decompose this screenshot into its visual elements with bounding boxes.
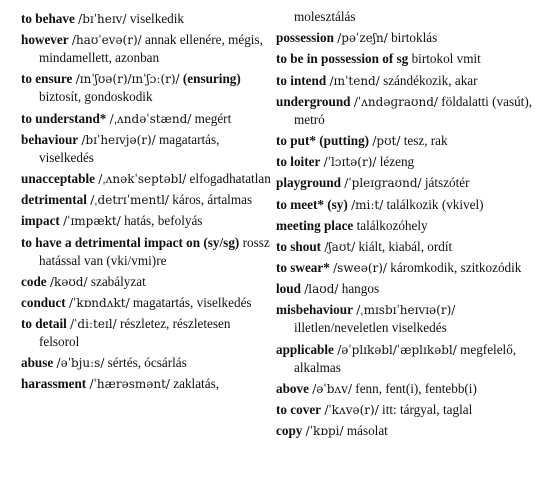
headword: to have a detrimental impact on (sy/sg) [21, 234, 240, 250]
pronunciation: /ˌʌnəkˈseptəbl/ [98, 171, 187, 186]
vocab-entry [276, 153, 548, 171]
pronunciation: /ˌʌndəˈstænd/ [109, 111, 192, 126]
definition: szándékozik, akar [383, 72, 478, 88]
definition: magatartás, viselkedés [39, 131, 220, 165]
definition: hatás, befolyás [124, 213, 203, 229]
headword: to swear* [276, 260, 330, 276]
definition: találkozik (vkivel) [386, 196, 484, 212]
headword: copy [276, 423, 303, 439]
vocab-entry [276, 29, 548, 47]
vocab-entry [21, 31, 271, 67]
headword: to intend [276, 72, 327, 88]
headword: to cover [276, 402, 322, 417]
vocab-entry [276, 196, 548, 214]
pronunciation: /kəʊd/ [49, 274, 88, 289]
pronunciation: /sweə(r)/ [333, 261, 387, 276]
pronunciation: /ˈɪmpækt/ [63, 214, 121, 229]
definition: birtokol vmit [411, 51, 481, 67]
vocab-entry [276, 341, 548, 377]
vocab-entry [276, 72, 548, 90]
pronunciation: /ˈkɒndʌkt/ [69, 295, 130, 310]
pronunciation: /ˈkʌvə(r)/ [324, 403, 379, 417]
definition: kiált, kiabál, ordít [358, 238, 453, 254]
definition: itt: tárgyal, taglal [382, 402, 473, 417]
pronunciation: /ˈʌndəɡraʊnd/ [353, 94, 438, 109]
vocab-entry [21, 10, 271, 28]
vocab-entry [276, 301, 548, 337]
definition: lézeng [379, 154, 415, 170]
pronunciation: /ɪnˈʃʊə(r)/ɪnˈʃɔː(r)/ [75, 72, 180, 87]
pronunciation: /ʃaʊt/ [324, 239, 356, 254]
pronunciation: /ˈlɔɪtə(r)/ [323, 155, 377, 170]
headword: abuse [21, 355, 54, 371]
vocab-entry [21, 375, 271, 393]
definition: birtoklás [391, 30, 438, 46]
right-column [276, 0, 548, 443]
pronunciation: /pəˈzeʃn/ [337, 31, 388, 46]
pronunciation: /əˈbjuːs/ [56, 356, 105, 371]
definition: viselkedik [129, 11, 185, 26]
headword: to meet* (sy) [276, 196, 348, 212]
vocab-entry [276, 238, 548, 256]
vocab-entry [276, 132, 548, 150]
pronunciation: /pʊt/ [372, 133, 401, 148]
headword: code [21, 273, 47, 289]
pronunciation: /laʊd/ [304, 282, 339, 297]
form-note: (ensuring) [182, 71, 241, 87]
definition: magatartás, viselkedés [132, 294, 252, 310]
vocab-entry [21, 273, 271, 291]
pronunciation: /ˈhærəsmənt/ [89, 377, 170, 392]
vocab-entry [276, 93, 548, 129]
headword: to detail [21, 316, 67, 332]
headword: playground [276, 175, 341, 191]
headword: to loiter [276, 154, 321, 170]
pronunciation: /bɪˈheɪv/ [78, 12, 127, 26]
definition: zaklatás, [173, 376, 219, 392]
headword: loud [276, 281, 301, 297]
headword: to understand* [21, 110, 107, 126]
headword: detrimental [21, 192, 87, 208]
pronunciation: /ɪnˈtend/ [329, 73, 380, 88]
headword: underground [276, 93, 351, 109]
headword: however [21, 32, 69, 48]
headword: applicable [276, 341, 334, 357]
definition: megfelelő, alkalmas [294, 341, 517, 375]
vocab-entry [21, 354, 271, 372]
pronunciation: /ˌdetrɪˈmentl/ [90, 193, 169, 208]
headword: impact [21, 213, 60, 229]
headword: to behave [21, 11, 75, 26]
pronunciation: /ˈpleɪɡraʊnd/ [344, 176, 422, 191]
vocab-entry [21, 131, 271, 167]
vocab-entry [21, 294, 271, 312]
definition: annak ellenére, mégis, mindamellett, azonban [39, 32, 263, 66]
definition: rossz hatással van (vki/vmi)re [39, 234, 270, 268]
left-column [21, 0, 271, 397]
headword: conduct [21, 294, 66, 310]
definition: hangos [341, 281, 380, 297]
pronunciation: /ˈdiːteɪl/ [70, 317, 117, 332]
pronunciation: /əˈplɪkəbl/ˈæplɪkəbl/ [337, 342, 457, 357]
headword: above [276, 380, 309, 396]
definition: illetlen/neveletlen viselkedés [294, 320, 447, 336]
vocab-entry [21, 212, 271, 230]
vocab-entry [276, 217, 548, 235]
definition: káros, ártalmas [172, 192, 253, 208]
definition: fenn, fent(i), fentebb(i) [355, 380, 477, 396]
definition: tesz, rak [403, 132, 448, 148]
headword: behaviour [21, 131, 79, 147]
vocab-entry [276, 422, 548, 440]
pronunciation: /bɪˈheɪvjə(r)/ [81, 132, 156, 147]
vocab-entry [276, 174, 548, 192]
definition: biztosít, gondoskodik [39, 89, 153, 105]
definition: elfogadhatatlan [189, 170, 271, 186]
pronunciation: /ˌmɪsbɪˈheɪvɪə(r)/ [356, 303, 456, 318]
headword: possession [276, 30, 334, 46]
pronunciation: /əˈbʌv/ [312, 381, 352, 396]
definition: találkozóhely [356, 217, 428, 233]
definition: szabályzat [90, 273, 146, 289]
definition: részletez, részletesen felsorol [39, 316, 231, 350]
headword: to shout [276, 238, 322, 254]
vocab-entry [276, 8, 548, 26]
vocab-entry [21, 70, 271, 106]
definition: földalatti (vasút), metró [294, 93, 533, 127]
headword: to be in possession of sg [276, 51, 409, 67]
definition: molesztálás [294, 9, 356, 24]
headword: misbehaviour [276, 302, 353, 318]
headword: unacceptable [21, 170, 95, 186]
pronunciation: /haʊˈevə(r)/ [71, 33, 142, 48]
definition: sértés, ócsárlás [107, 355, 187, 371]
vocab-entry [276, 50, 548, 68]
headword: meeting place [276, 217, 354, 233]
vocab-entry [21, 315, 271, 351]
headword: harassment [21, 376, 87, 392]
definition: másolat [346, 423, 388, 439]
vocab-entry [276, 280, 548, 298]
pronunciation: /miːt/ [351, 197, 384, 212]
vocab-entry [21, 234, 271, 270]
vocab-entry [21, 170, 271, 188]
headword: to ensure [21, 71, 73, 87]
pronunciation: /ˈkɒpi/ [305, 424, 344, 439]
headword: to put* (putting) [276, 132, 370, 148]
vocab-entry [21, 191, 271, 209]
vocab-entry [276, 401, 548, 419]
definition: káromkodik, szitkozódik [390, 260, 522, 276]
definition: megért [194, 110, 232, 126]
definition: játszótér [424, 175, 470, 191]
vocab-entry [276, 259, 548, 277]
vocab-entry [276, 380, 548, 398]
vocab-entry [21, 110, 271, 128]
